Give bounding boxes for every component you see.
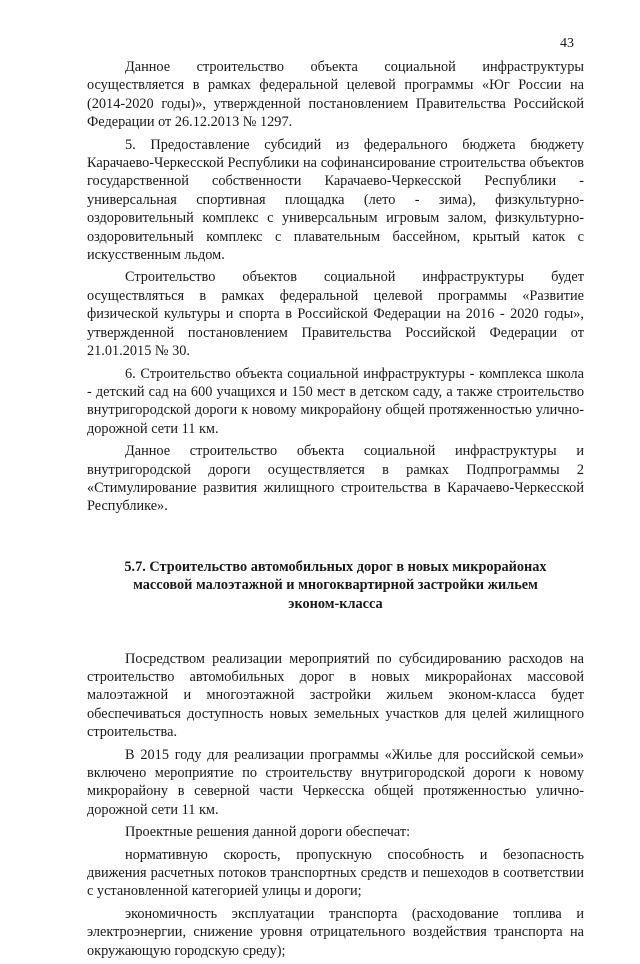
section-heading-line-3: эконом-класса (288, 595, 383, 612)
paragraph-sports-program: Строительство объектов социальной инфраструктуры будет осуществляться в рамках федеральной целевой программы «Развитие физической культуры и спорта в Российской Федерации на 2016 - 2020 годы», утвержденной постановлением Правительства Российской Федерации от 21.01.2015 № 30. (87, 269, 584, 360)
paragraph-transport-economy: экономичность эксплуатации транспорта (расходование топлива и электроэнергии, снижение уровня отрицательного воздействия транспорта на окружающую городскую среду); (87, 905, 584, 959)
paragraph-subprogram-2: Данное строительство объекта социальной инфраструктуры и внутригородской дороги осуществляется в рамках Подпрограммы 2 «Стимулирование развития жилищного строительства в Карачаево-Черкесской Республике». (87, 443, 584, 515)
section-heading-5-7 (87, 558, 584, 614)
section-heading-line-1: 5.7. Строительство автомобильных дорог в новых микрорайонах (124, 558, 547, 575)
paragraph-item-5-subsidies: 5. Предоставление субсидий из федерального бюджета бюджету Карачаево-Черкесской Республики на софинансирование строительства объектов государственной собственности Карачаево-Черкесской Республики - универсальная спортивная площадка (лето - зима), физкультурно-оздоровительный комплекс с универсальным игровым залом, физкультурно-оздоровительный комплекс с плавательным бассейном, крытый каток с искусственным льдом. (87, 136, 584, 264)
document-body (87, 58, 584, 964)
paragraph-item-6-school-complex: 6. Строительство объекта социальной инфраструктуры - комплекса школа - детский сад на 600 учащихся и 150 мест в детском саду, а также строительство внутригородской дороги к новому микрорайону общей протяженностью улично-дорожной сети 11 км. (87, 365, 584, 437)
paragraph-construction-south-russia: Данное строительство объекта социальной инфраструктуры осуществляется в рамках федеральной целевой программы «Юг России на (2014-2020 годы)», утвержденной постановлением Правительства Российской Федерации от 26.12.2013 № 1297. (87, 59, 584, 131)
paragraph-2015-program: В 2015 году для реализации программы «Жилье для российской семьи» включено мероприятие по строительству внутригородской дороги к новому микрорайону в северной части Черкесска общей протяженностью улично-дорожной сети 11 км. (87, 746, 584, 818)
paragraph-speed-capacity-safety: нормативную скорость, пропускную способность и безопасность движения расчетных потоков транспортных средств и пешеходов в соответствии с установленной категорией улицы и дороги; (87, 846, 584, 900)
section-heading-line-2: массовой малоэтажной и многоквартирной застройки жильем (133, 577, 538, 594)
page-number: 43 (560, 36, 574, 51)
paragraph-design-solutions: Проектные решения данной дороги обеспечат: (125, 824, 411, 841)
paragraph-subsidy-roads: Посредством реализации мероприятий по субсидированию расходов на строительство автомобильных дорог в новых микрорайонах массовой малоэтажной и многоэтажной застройки жильем эконом-класса будет обеспечиваться доступность новых земельных участков для целей жилищного строительства. (87, 650, 584, 741)
